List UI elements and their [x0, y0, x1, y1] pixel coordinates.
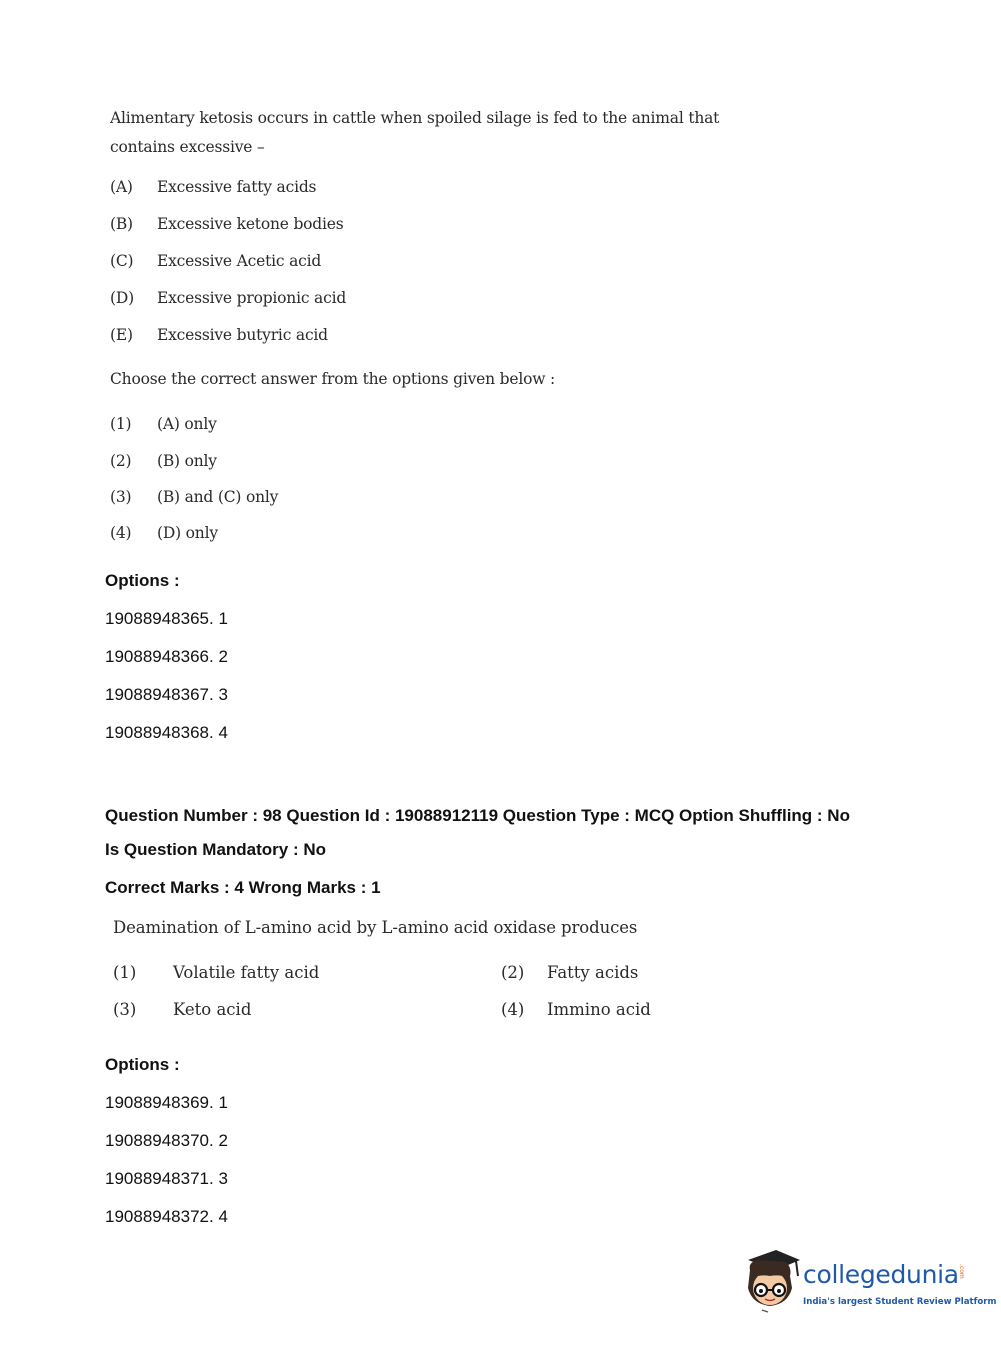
- logo-suffix: .com: [958, 1264, 965, 1279]
- option-id: 19088948367. 3: [105, 685, 228, 704]
- answer-text: (B) and (C) only: [157, 488, 279, 506]
- option-id: 19088948368. 4: [105, 723, 228, 742]
- option-id: 19088948369. 1: [105, 1093, 228, 1112]
- question-mandatory: Is Question Mandatory : No: [105, 840, 327, 859]
- statement-label: (C): [110, 252, 134, 270]
- question-stem: Deamination of L-amino acid by L-amino acid oxidase produces: [113, 918, 638, 937]
- answer-label: (4): [501, 1000, 525, 1019]
- option-id: 19088948370. 2: [105, 1131, 228, 1150]
- statement-item: [110, 326, 328, 344]
- collegedunia-logo[interactable]: [740, 1248, 997, 1320]
- answer-text: (D) only: [157, 524, 218, 542]
- answer-choice: [113, 963, 319, 982]
- answer-choice: [501, 1000, 651, 1019]
- answer-text: (A) only: [157, 415, 217, 433]
- answer-text: Fatty acids: [547, 963, 639, 982]
- option-id: 19088948365. 1: [105, 609, 228, 628]
- answer-label: (1): [113, 963, 137, 982]
- statement-text: Excessive Acetic acid: [157, 252, 322, 270]
- answer-label: (2): [501, 963, 525, 982]
- answer-choice: [113, 1000, 251, 1019]
- statement-text: Excessive ketone bodies: [157, 215, 344, 233]
- statement-item: [110, 178, 316, 196]
- statement-label: (A): [110, 178, 133, 196]
- statement-item: [110, 252, 321, 270]
- logo-tagline: India's largest Student Review Platform: [803, 1297, 997, 1307]
- answer-choice: [110, 452, 217, 470]
- option-id: 19088948371. 3: [105, 1169, 228, 1188]
- statement-text: Excessive propionic acid: [157, 289, 347, 307]
- statement-label: (E): [110, 326, 133, 344]
- question-stem: Alimentary ketosis occurs in cattle when spoiled silage is fed to the animal that contains excessive –: [110, 109, 720, 156]
- answer-text: Immino acid: [547, 1000, 651, 1019]
- answer-label: (4): [110, 524, 132, 542]
- choose-instruction: Choose the correct answer from the options given below :: [110, 370, 556, 388]
- answer-text: (B) only: [157, 452, 217, 470]
- answer-label: (3): [110, 488, 132, 506]
- mascot-icon: [740, 1248, 802, 1320]
- logo-wordmark: collegedunia: [803, 1260, 959, 1289]
- answer-label: (1): [110, 415, 132, 433]
- question-marks: Correct Marks : 4 Wrong Marks : 1: [105, 878, 381, 897]
- answer-choice: [110, 524, 218, 542]
- statement-text: Excessive fatty acids: [157, 178, 317, 196]
- answer-choice: [110, 415, 217, 433]
- option-id: 19088948366. 2: [105, 647, 228, 666]
- statement-item: [110, 215, 344, 233]
- options-heading: Options :: [105, 571, 180, 590]
- options-heading: Options :: [105, 1055, 180, 1074]
- answer-text: Keto acid: [173, 1000, 252, 1019]
- answer-text: Volatile fatty acid: [173, 963, 320, 982]
- answer-choice: [501, 963, 638, 982]
- statement-text: Excessive butyric acid: [157, 326, 328, 344]
- option-id: 19088948372. 4: [105, 1207, 228, 1226]
- question-meta: Question Number : 98 Question Id : 19088912119 Question Type : MCQ Option Shuffling : No: [105, 806, 850, 825]
- statement-label: (B): [110, 215, 133, 233]
- answer-label: (2): [110, 452, 132, 470]
- statement-label: (D): [110, 289, 134, 307]
- answer-choice: [110, 488, 278, 506]
- answer-label: (3): [113, 1000, 137, 1019]
- statement-item: [110, 289, 346, 307]
